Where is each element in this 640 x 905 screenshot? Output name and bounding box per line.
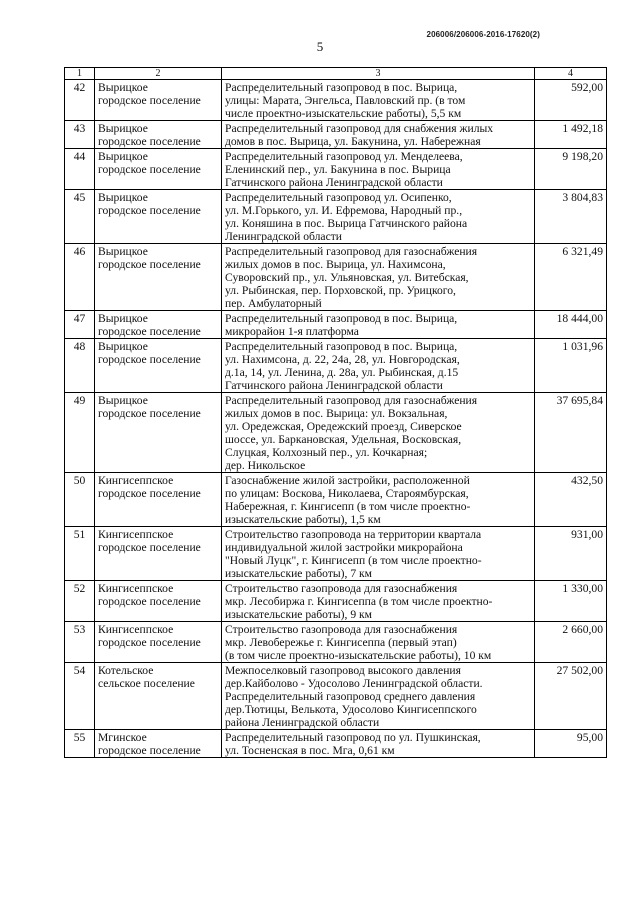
row-number-cell: 52 [65, 581, 95, 622]
amount-cell: 931,00 [535, 527, 607, 581]
municipality-cell: Вырицкое городское поселение [95, 149, 222, 190]
amount-cell: 37 695,84 [535, 393, 607, 473]
amount-cell: 95,00 [535, 730, 607, 758]
table-row [65, 190, 607, 244]
row-number-cell: 51 [65, 527, 95, 581]
municipality-cell: Вырицкое городское поселение [95, 311, 222, 339]
amount-cell: 1 031,96 [535, 339, 607, 393]
amount-cell: 432,50 [535, 473, 607, 527]
amount-cell: 6 321,49 [535, 244, 607, 311]
description-cell: Распределительный газопровод для снабжения жилых домов в пос. Вырица, ул. Бакунина, ул. Набережная [222, 121, 535, 149]
amount-cell: 9 198,20 [535, 149, 607, 190]
municipality-cell: Вырицкое городское поселение [95, 80, 222, 121]
table-body [65, 80, 607, 758]
table-row [65, 311, 607, 339]
amount-cell: 1 330,00 [535, 581, 607, 622]
row-number-cell: 55 [65, 730, 95, 758]
description-cell: Распределительный газопровод в пос. Вырица, ул. Нахимсона, д. 22, 24а, 28, ул. Новгородская, д.1а, 14, ул. Ленина, д. 28а, ул. Рыбинская, д.15 Гатчинского района Ленинградской области [222, 339, 535, 393]
description-cell: Распределительный газопровод по ул. Пушкинская, ул. Тосненская в пос. Мга, 0,61 км [222, 730, 535, 758]
description-cell: Распределительный газопровод в пос. Вырица, микрорайон 1-я платформа [222, 311, 535, 339]
column-number-row [65, 68, 607, 80]
amount-cell: 592,00 [535, 80, 607, 121]
column-header-4: 4 [535, 68, 607, 80]
municipality-cell: Котельское сельское поселение [95, 663, 222, 730]
row-number-cell: 43 [65, 121, 95, 149]
description-cell: Межпоселковый газопровод высокого давления дер.Кайболово - Удосолово Ленинградской области. Распределительный газопровод среднего давления дер.Тютицы, Велькота, Удосолово Кингисеппского района Ленинградской области [222, 663, 535, 730]
amount-cell: 27 502,00 [535, 663, 607, 730]
table-row [65, 80, 607, 121]
row-number-cell: 42 [65, 80, 95, 121]
column-header-1: 1 [65, 68, 95, 80]
table-row [65, 622, 607, 663]
description-cell: Строительство газопровода для газоснабжения мкр. Левобережье г. Кингисеппа (первый этап) (в том числе проектно-изыскательские работы), 10 км [222, 622, 535, 663]
table-row [65, 473, 607, 527]
table-row [65, 730, 607, 758]
description-cell: Распределительный газопровод для газоснабжения жилых домов в пос. Вырица: ул. Вокзальная, ул. Оредежская, Оредежский проезд, Сиверское шоссе, ул. Баркановская, Удельная, Восковская, Слуцкая, Колхозный пер., ул. Кочкарная; дер. Никольское [222, 393, 535, 473]
row-number-cell: 48 [65, 339, 95, 393]
municipality-cell: Кингисеппское городское поселение [95, 473, 222, 527]
table-row [65, 121, 607, 149]
amount-cell: 2 660,00 [535, 622, 607, 663]
municipality-cell: Вырицкое городское поселение [95, 190, 222, 244]
column-header-2: 2 [95, 68, 222, 80]
row-number-cell: 47 [65, 311, 95, 339]
description-cell: Строительство газопровода на территории квартала индивидуальной жилой застройки микрорайона "Новый Луцк", г. Кингисепп (в том числе проектно- изыскательские работы), 7 км [222, 527, 535, 581]
page-number: 5 [316, 39, 324, 54]
table-row [65, 663, 607, 730]
table-row [65, 581, 607, 622]
document-id: 206006/206006-2016-17620(2) [426, 30, 540, 39]
municipality-cell: Кингисеппское городское поселение [95, 527, 222, 581]
description-cell: Распределительный газопровод ул. Менделеева, Еленинский пер., ул. Бакунина в пос. Вырица Гатчинского района Ленинградской области [222, 149, 535, 190]
description-cell: Распределительный газопровод ул. Осипенко, ул. М.Горького, ул. И. Ефремова, Народный пр., ул. Коняшина в пос. Вырица Гатчинского района Ленинградской области [222, 190, 535, 244]
amount-cell: 18 444,00 [535, 311, 607, 339]
row-number-cell: 50 [65, 473, 95, 527]
table-row [65, 244, 607, 311]
description-cell: Распределительный газопровод в пос. Вырица, улицы: Марата, Энгельса, Павловский пр. (в том числе проектно-изыскательские работы), 5,5 км [222, 80, 535, 121]
description-cell: Газоснабжение жилой застройки, расположенной по улицам: Воскова, Николаева, Староямбурская, Набережная, г. Кингисепп (в том числе проектно- изыскательские работы), 1,5 км [222, 473, 535, 527]
municipality-cell: Вырицкое городское поселение [95, 244, 222, 311]
row-number-cell: 44 [65, 149, 95, 190]
table-row [65, 149, 607, 190]
municipality-cell: Кингисеппское городское поселение [95, 581, 222, 622]
description-cell: Строительство газопровода для газоснабжения мкр. Лесобиржа г. Кингисеппа (в том числе проектно- изыскательские работы), 9 км [222, 581, 535, 622]
municipality-cell: Вырицкое городское поселение [95, 121, 222, 149]
municipality-cell: Вырицкое городское поселение [95, 339, 222, 393]
row-number-cell: 46 [65, 244, 95, 311]
table-row [65, 527, 607, 581]
row-number-cell: 49 [65, 393, 95, 473]
row-number-cell: 45 [65, 190, 95, 244]
municipality-cell: Вырицкое городское поселение [95, 393, 222, 473]
description-cell: Распределительный газопровод для газоснабжения жилых домов в пос. Вырица, ул. Нахимсона, Суворовский пр., ул. Ульяновская, ул. Витебская, ул. Рыбинская, пер. Порховской, пр. Урицкого, пер. Амбулаторный [222, 244, 535, 311]
row-number-cell: 53 [65, 622, 95, 663]
table-row [65, 393, 607, 473]
gas-pipeline-table [64, 67, 607, 758]
amount-cell: 1 492,18 [535, 121, 607, 149]
table-row [65, 339, 607, 393]
row-number-cell: 54 [65, 663, 95, 730]
municipality-cell: Кингисеппское городское поселение [95, 622, 222, 663]
column-header-3: 3 [222, 68, 535, 80]
municipality-cell: Мгинское городское поселение [95, 730, 222, 758]
amount-cell: 3 804,83 [535, 190, 607, 244]
